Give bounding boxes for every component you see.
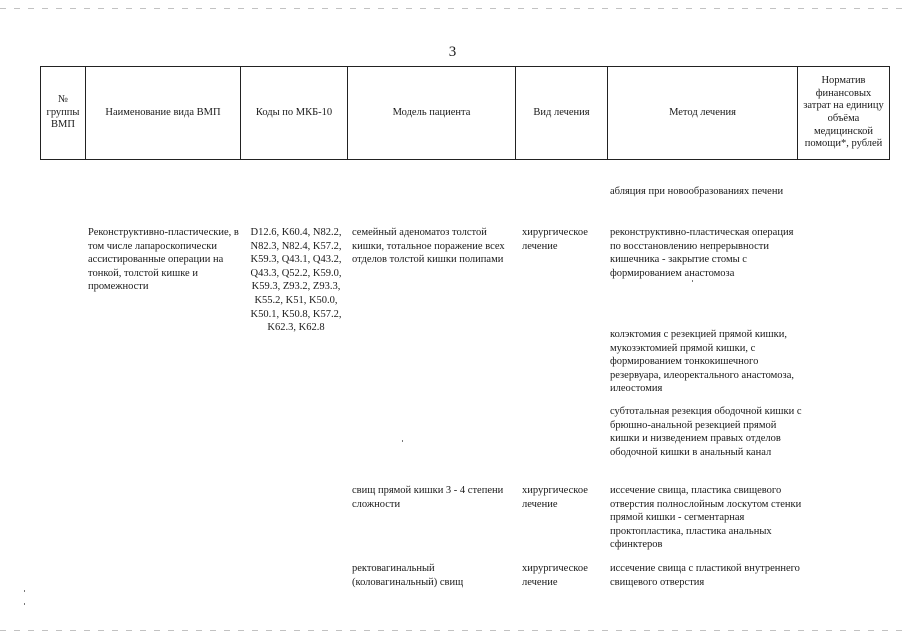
scan-speck [24,603,25,605]
header-patient-model: Модель пациента [348,67,516,160]
patient-model-1: семейный аденоматоз толстой кишки, тотальное поражение всех отделов толстой кишки полипами [352,227,505,266]
page-number: 3 [448,44,457,60]
header-group-number: № группы ВМП [41,67,86,160]
scan-artifact-bottom [0,630,905,631]
treatment-method-1a: реконструктивно-пластическая операция по восстановлению непрерывности кишечника - закрытие стомы с формированием анастомоза [610,227,794,279]
patient-model-2: свищ прямой кишки 3 - 4 степени сложности [352,485,504,510]
header-vmp-name: Наименование вида ВМП [86,67,241,160]
treatment-method-1b: колэктомия с резекцией прямой кишки, мукозэктомией прямой кишки, с формированием тонкокишечного резервуара, илеоректального анастомоза, илеостомия [610,329,794,395]
treatment-method-1c: субтотальная резекция ободочной кишки с брюшно-анальной резекцией прямой кишки и низведением правых отделов ободочной кишки в анальный канал [610,406,802,458]
treatment-method-3: иссечение свища с пластикой внутреннего свищевого отверстия [610,563,800,588]
patient-model-3: ректовагинальный (коловагинальный) свищ [352,563,464,588]
continuation-method: абляция при новообразованиях печени [610,186,784,197]
icd-codes: D12.6, K60.4, N82.2, N82.3, N82.4, K57.2, K59.3, Q43.1, Q43.2, Q43.3, Q52.2, K59.0, K59.3, Z93.2, Z93.3, K55.2, K51, K50.0, K50.1, K50.8, K57.2, K62.3, K62.8 [250,227,342,334]
treatment-method-2: иссечение свища, пластика свищевого отверстия полнослойным лоскутом стенки прямой кишки - сегментарная проктопластика, пластика анальных сфинктеров [610,485,802,551]
treatment-kind-1: хирургическое лечение [522,227,588,252]
scan-speck [402,440,403,442]
vmp-name: Реконструктивно-пластические, в том числе лапароскопически ассистированные операции на тонкой, толстой кишке и промежности [88,227,239,293]
treatment-kind-3: хирургическое лечение [522,563,588,588]
scan-speck [692,280,693,282]
header-treatment-method: Метод лечения [608,67,798,160]
scan-artifact-top [0,8,905,9]
table-header [40,66,890,160]
scan-speck [24,590,25,592]
header-cost-norm: Норматив финансовых затрат на единицу объёма медицинской помощи*, рублей [798,67,890,160]
header-treatment-kind: Вид лечения [516,67,608,160]
header-icd-codes: Коды по МКБ-10 [241,67,348,160]
treatment-kind-2: хирургическое лечение [522,485,588,510]
